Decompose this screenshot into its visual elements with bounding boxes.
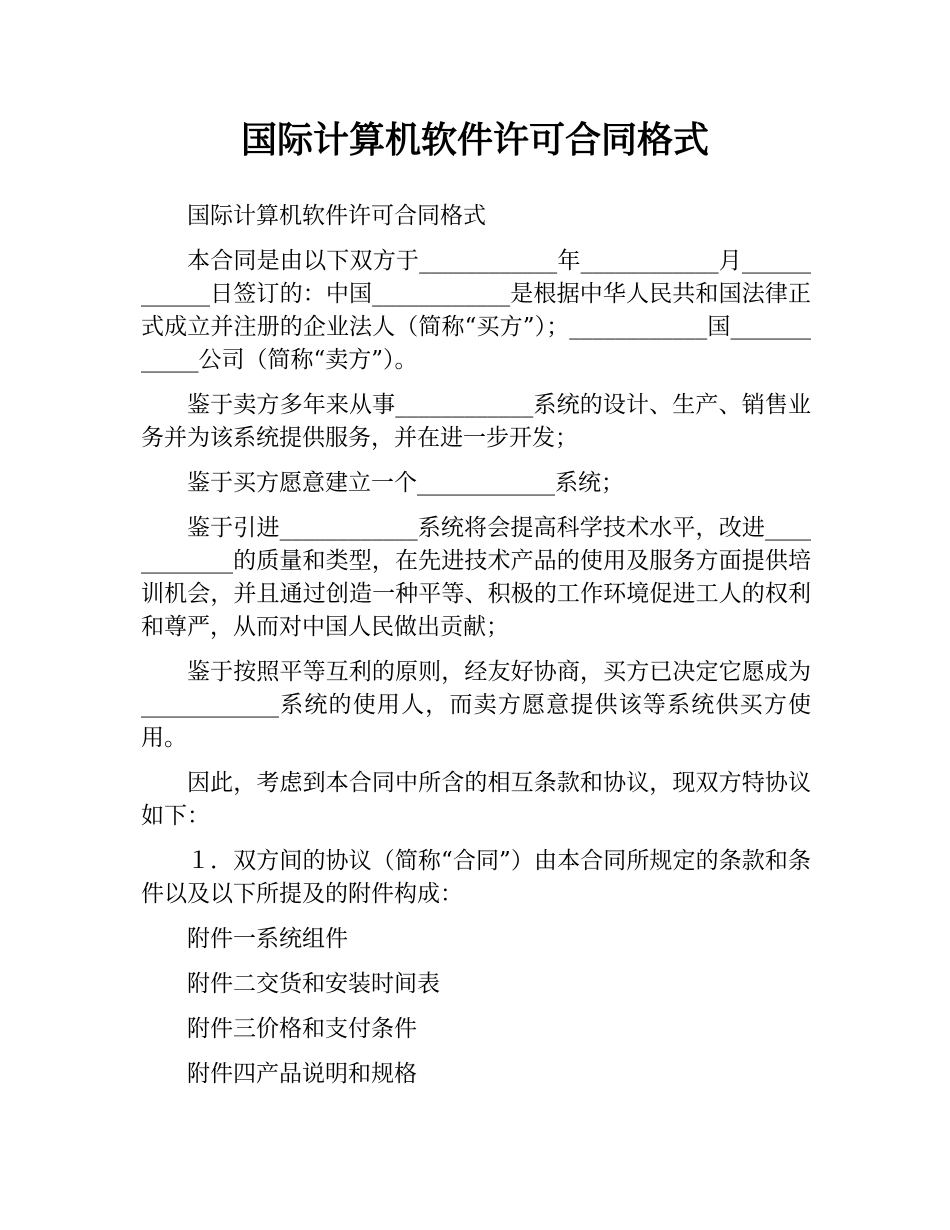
paragraph-recital-benefit: 鉴于引进____________系统将会提高科学技术水平，改进____________的质量和类型，在先进技术产品的使用及服务方面提供培训机会，并且通过创造一种平等、积极的工作环境促进工人的权利和尊严，从而对中国人民做出贡献； — [141, 515, 811, 640]
document-title: 国际计算机软件许可合同格式 — [240, 120, 709, 161]
annex-item-1: 附件一系统组件 — [187, 926, 348, 952]
annex-item-4: 附件四产品说明和规格 — [187, 1061, 417, 1087]
paragraph-recital-buyer: 鉴于买方愿意建立一个____________系统； — [187, 470, 624, 496]
annex-item-2: 附件二交货和安装时间表 — [187, 971, 440, 997]
paragraph-clause-1: １．双方间的协议（简称“合同”）由本合同所规定的条款和条件以及以下所提及的附件构成： — [141, 848, 811, 907]
paragraph-therefore: 因此，考虑到本合同中所含的相互条款和协议，现双方特协议如下： — [141, 770, 811, 829]
annex-item-3: 附件三价格和支付条件 — [187, 1016, 417, 1042]
paragraph-parties: 本合同是由以下双方于____________年____________月____________日签订的：中国____________是根据中华人民共和国法律正式成立并注册的企业法人（简称“买方”）；____________国____________公司（简称“卖方”）。 — [141, 248, 811, 373]
paragraph-recital-agreement: 鉴于按照平等互利的原则，经友好协商，买方已决定它愿成为____________系统的使用人，而卖方愿意提供该等系统供买方使用。 — [141, 659, 811, 751]
paragraph-subtitle: 国际计算机软件许可合同格式 — [187, 203, 486, 229]
document-body — [141, 200, 811, 1103]
paragraph-recital-seller: 鉴于卖方多年来从事____________系统的设计、生产、销售业务并为该系统提供服务，并在进一步开发； — [141, 392, 811, 451]
